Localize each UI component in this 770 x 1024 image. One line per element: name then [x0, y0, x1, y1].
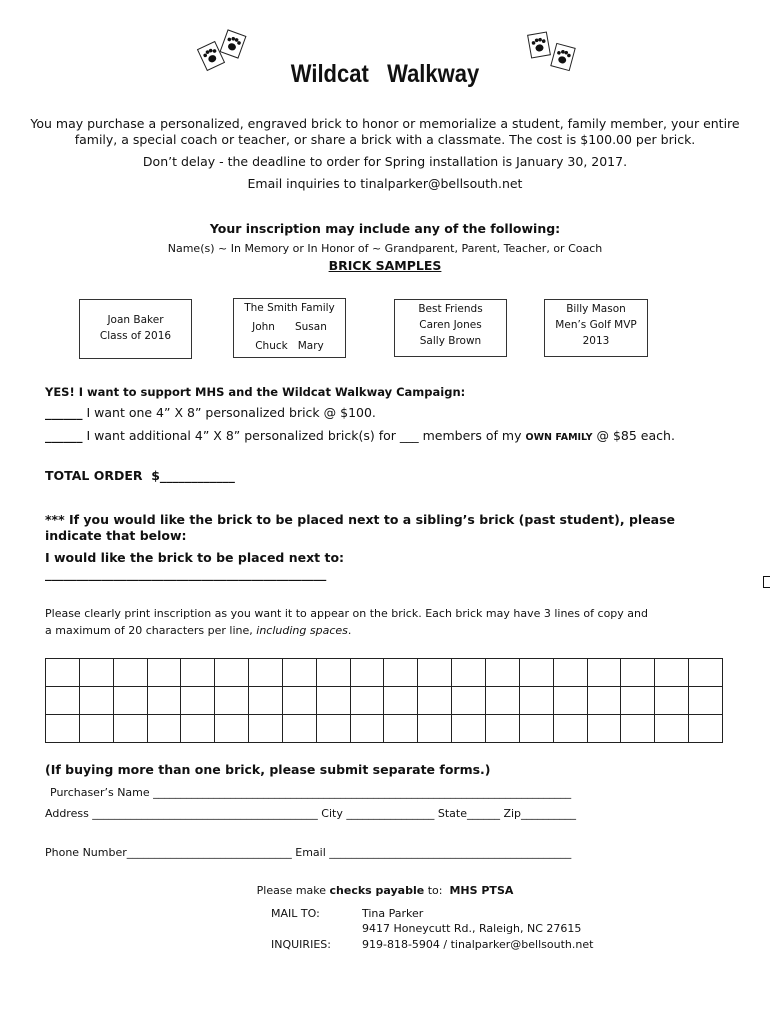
inscription-cell[interactable]: [80, 715, 114, 743]
phone-email-field[interactable]: Phone Number______________________________ Email ____________________________________________: [45, 846, 572, 859]
payee-name: MHS PTSA: [449, 884, 514, 897]
inscription-cell[interactable]: [520, 715, 554, 743]
paw-print-icon: [527, 31, 551, 58]
inscription-cell[interactable]: [114, 659, 148, 687]
address-field[interactable]: Address _________________________________________ City ________________ State______ Zip__________: [45, 807, 577, 820]
inscription-cell[interactable]: [689, 687, 723, 715]
inscription-cell[interactable]: [114, 715, 148, 743]
paw-print-icon: [219, 29, 246, 58]
order-line-one-text: I want one 4” X 8” personalized brick @ $100.: [86, 405, 376, 420]
brick-sample-line: 2013: [582, 335, 610, 347]
brick-samples-heading: BRICK SAMPLES: [328, 258, 442, 273]
inscription-cell[interactable]: [588, 687, 622, 715]
inscription-cell[interactable]: [486, 687, 520, 715]
inscription-cell[interactable]: [689, 715, 723, 743]
inscription-cell[interactable]: [384, 687, 418, 715]
mail-to-address: 9417 Honeycutt Rd., Raleigh, NC 27615: [362, 922, 582, 935]
inscription-cell[interactable]: [283, 659, 317, 687]
inscription-cell[interactable]: [520, 687, 554, 715]
brick-sample-line: Class of 2016: [99, 330, 172, 342]
inscription-cell[interactable]: [554, 715, 588, 743]
brick-sample-line: Caren Jones: [419, 319, 482, 331]
inscription-grid[interactable]: [45, 658, 723, 743]
inscription-cell[interactable]: [215, 715, 249, 743]
separate-forms-note: (If buying more than one brick, please submit separate forms.): [45, 762, 491, 777]
brick-sample-line: John Susan: [252, 321, 327, 333]
inscription-options: Name(s) ~ In Memory or In Honor of ~ Grandparent, Parent, Teacher, or Coach: [167, 242, 603, 255]
email-inquiries-text: Email inquiries to tinalparker@bellsouth.net: [247, 176, 523, 191]
inscription-cell[interactable]: [689, 659, 723, 687]
inscription-cell[interactable]: [317, 659, 351, 687]
brick-sample-line: Joan Baker: [107, 314, 164, 326]
order-line-one: [45, 405, 376, 420]
inscription-cell[interactable]: [621, 687, 655, 715]
inscription-cell[interactable]: [249, 687, 283, 715]
inscription-cell[interactable]: [148, 715, 182, 743]
brick-sample-line: Sally Brown: [419, 335, 482, 347]
inscription-cell[interactable]: [249, 715, 283, 743]
inscription-cell[interactable]: [351, 715, 385, 743]
inscription-cell[interactable]: [452, 715, 486, 743]
inscription-cell[interactable]: [181, 715, 215, 743]
inscription-cell[interactable]: [249, 659, 283, 687]
inscription-cell[interactable]: [317, 687, 351, 715]
inscription-cell[interactable]: [148, 659, 182, 687]
sibling-name-field[interactable]: _____________________________________________: [45, 566, 327, 581]
inscription-cell[interactable]: [215, 659, 249, 687]
inscription-cell[interactable]: [351, 687, 385, 715]
instructions-emphasis: including spaces: [256, 624, 348, 637]
payment-to: to:: [427, 884, 443, 897]
inscription-cell[interactable]: [215, 687, 249, 715]
inscription-cell[interactable]: [384, 659, 418, 687]
inscription-cell[interactable]: [621, 715, 655, 743]
support-heading: YES! I want to support MHS and the Wildcat Walkway Campaign:: [45, 385, 466, 399]
inscription-cell[interactable]: [655, 659, 689, 687]
inscription-cell[interactable]: [384, 715, 418, 743]
checkbox-icon[interactable]: [763, 576, 770, 588]
inscription-cell[interactable]: [283, 687, 317, 715]
sibling-note: *** If you would like the brick to be placed next to a sibling’s brick (past student), please indicate that below:: [45, 512, 676, 543]
mail-to-name: Tina Parker: [362, 907, 424, 920]
brick-sample: [79, 299, 192, 359]
checks-payable: checks payable: [329, 884, 425, 897]
inquiries-contact: 919-818-5904 / tinalparker@bellsouth.net: [362, 938, 594, 951]
inscription-cell[interactable]: [588, 715, 622, 743]
brick-sample: [544, 299, 648, 357]
placed-next-to-label: I would like the brick to be placed next to:: [45, 550, 345, 565]
inscription-cell[interactable]: [520, 659, 554, 687]
inscription-cell[interactable]: [554, 687, 588, 715]
mail-to-label: MAIL TO:: [271, 907, 320, 920]
inscription-cell[interactable]: [554, 659, 588, 687]
inscription-cell[interactable]: [588, 659, 622, 687]
inscription-cell[interactable]: [80, 659, 114, 687]
inscription-cell[interactable]: [181, 687, 215, 715]
brick-sample-line: Men’s Golf MVP: [555, 319, 637, 331]
instructions-period: .: [347, 624, 352, 637]
purchaser-name-field[interactable]: Purchaser’s Name ____________________________________________________________________________: [50, 786, 572, 799]
inquiries-label: INQUIRIES:: [271, 938, 331, 951]
inscription-cell[interactable]: [114, 687, 148, 715]
order-line-two-price: @ $85 each.: [596, 428, 675, 443]
inscription-cell[interactable]: [46, 687, 80, 715]
intro-paragraph: You may purchase a personalized, engraved brick to honor or memorialize a student, family member, your entire family, a special coach or teacher, or share a brick with a classmate. The cost is $100.00 per brick.: [30, 116, 740, 147]
print-instructions-line-one: Please clearly print inscription as you want it to appear on the brick. Each brick may have 3 lines of copy and: [45, 607, 648, 620]
print-instructions-line-two: [45, 624, 351, 637]
brick-sample-line: Best Friends: [418, 303, 483, 315]
inscription-cell[interactable]: [351, 659, 385, 687]
brick-sample-line: Chuck Mary: [255, 340, 324, 352]
inscription-cell[interactable]: [46, 715, 80, 743]
inscription-cell[interactable]: [46, 659, 80, 687]
inscription-cell[interactable]: [317, 715, 351, 743]
order-line-two: [45, 428, 675, 443]
brick-sample: [233, 298, 346, 358]
order-line-two-text: I want additional 4” X 8” personalized brick(s) for ___ members of my: [86, 428, 522, 443]
inscription-cell[interactable]: [283, 715, 317, 743]
inscription-cell[interactable]: [418, 687, 452, 715]
inscription-cell[interactable]: [418, 659, 452, 687]
inscription-cell[interactable]: [148, 687, 182, 715]
inscription-cell[interactable]: [181, 659, 215, 687]
brick-sample-line: Billy Mason: [566, 303, 626, 315]
page-title: Wildcat Walkway: [290, 60, 480, 88]
inscription-cell[interactable]: [452, 687, 486, 715]
own-family-label: OWN FAMILY: [525, 432, 593, 443]
inscription-cell[interactable]: [418, 715, 452, 743]
inscription-cell[interactable]: [621, 659, 655, 687]
brick-sample: [394, 299, 507, 357]
total-order[interactable]: TOTAL ORDER $____________: [45, 468, 235, 483]
brick-sample-line: The Smith Family: [244, 302, 335, 314]
inscription-heading: Your inscription may include any of the following:: [209, 221, 561, 236]
inscription-cell[interactable]: [486, 715, 520, 743]
inscription-cell[interactable]: [80, 687, 114, 715]
inscription-cell[interactable]: [452, 659, 486, 687]
instructions-text: a maximum of 20 characters per line,: [45, 624, 253, 637]
payment-instructions: [0, 884, 770, 897]
payment-prefix: Please make: [256, 884, 327, 897]
inscription-cell[interactable]: [655, 715, 689, 743]
quantity-blank[interactable]: ______: [45, 405, 83, 420]
deadline-text: Don’t delay - the deadline to order for Spring installation is January 30, 2017.: [142, 154, 628, 169]
inscription-cell[interactable]: [655, 687, 689, 715]
quantity-blank[interactable]: ______: [45, 428, 83, 443]
inscription-cell[interactable]: [486, 659, 520, 687]
